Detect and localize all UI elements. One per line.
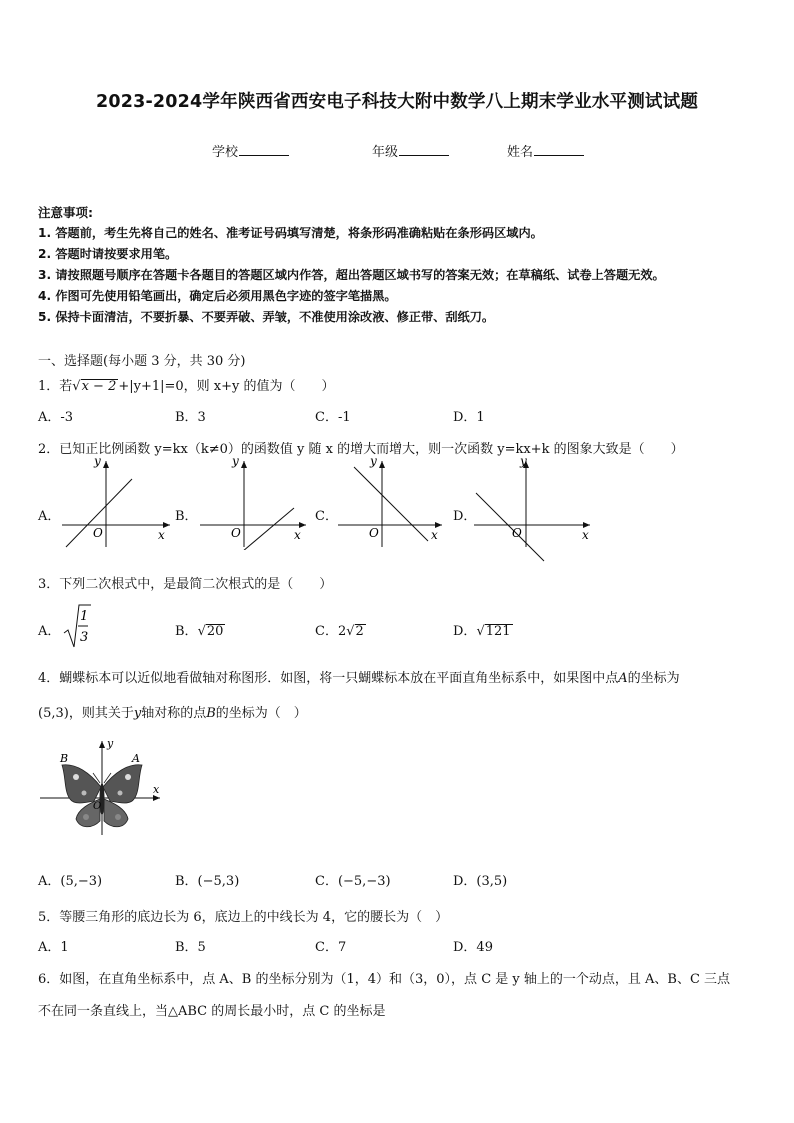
function-line [354,467,428,541]
grade-field[interactable] [372,141,449,160]
q1-option-b[interactable]: B．3 [175,410,206,425]
question-6-line-2: 不在同一条直线上，当△ABC 的周长最小时，点 C 的坐标是 [38,1004,386,1019]
notice-item: 3. 请按照题号顺序在答题卡各题目的答题区域内作答，超出答题区域书写的答案无效；在草稿纸、试卷上答题无效。 [38,268,665,282]
q4-coord: (5,3) [38,706,69,721]
q3-option-b[interactable] [175,620,225,639]
x-label: x [431,528,438,542]
x-label: x [153,783,160,796]
butterfly-figure [38,737,168,837]
function-line [476,493,544,561]
y-label: y [107,737,114,750]
origin-label: O [369,526,379,540]
origin-label: O [512,526,522,540]
name-field[interactable] [507,141,584,160]
q2-graph-a [60,455,175,550]
q1-option-c[interactable]: C．-1 [315,410,351,425]
fraction-numerator: 1 [80,609,89,624]
question-2: 2．已知正比例函数 y=kx（k≠0）的函数值 y 随 x 的增大而增大，则一次函数 y=kx+k 的图象大致是（ ） [38,442,684,457]
q4-text-1: 4．蝴蝶标本可以近似地看做轴对称图形．如图，将一只蝴蝶标本放在平面直角坐标系中，如果图中点 [38,671,619,686]
origin-label: O [93,526,103,540]
arrow-icon [103,461,109,468]
q3-option-d-letter: D． [453,624,477,639]
q5-option-b[interactable]: B．5 [175,940,206,955]
q4-option-c[interactable]: C．(−5,−3) [315,874,391,889]
point-b-label: B [60,752,69,765]
notice-item: 2. 答题时请按要求用笔。 [38,247,178,261]
q3-option-c[interactable] [315,620,366,639]
q3-option-a-expression [62,603,92,651]
arrow-icon [99,741,105,748]
x-label: x [582,528,589,542]
q1-prefix: 1．若 [38,379,73,394]
origin-label: O [93,801,102,812]
q4-var-y: y [133,706,142,721]
q4-option-d[interactable]: D．(3,5) [453,874,508,889]
q5-option-d[interactable]: D．49 [453,940,493,955]
arrow-icon [379,461,385,468]
q3-option-a[interactable]: A． [38,624,61,639]
q3-option-c-coef: 2 [337,624,347,639]
q3-option-b-letter: B． [175,624,198,639]
school-label: 学校 [212,145,239,160]
q2-option-c[interactable]: C． [315,509,338,524]
q3-option-b-radicand: 20 [206,624,224,639]
name-blank [534,143,584,156]
notice-heading: 注意事项: [38,205,93,220]
y-label: y [94,455,101,468]
question-6-line-1: 6．如图，在直角坐标系中，点 A、B 的坐标分别为（1，4）和（3，0），点 C 是 y 轴上的一个动点，且 A、B、C 三点 [38,972,731,987]
section-heading: 一、选择题(每小题 3 分，共 30 分) [38,354,246,369]
question-3: 3．下列二次根式中，是最简二次根式的是（ ） [38,577,333,592]
q2-option-a[interactable]: A． [38,509,61,524]
q5-option-c[interactable]: C．7 [315,940,347,955]
q2-option-d[interactable]: D． [453,509,477,524]
q4-var-a: A [618,671,628,686]
sqrt-icon: √ [476,624,485,639]
question-5: 5．等腰三角形的底边长为 6，底边上的中线长为 4，它的腰长为（ ） [38,910,449,925]
q2-graph-b [198,455,313,550]
school-field[interactable] [212,141,289,160]
name-label: 姓名 [507,145,534,160]
q4-text-3: ，则其关于 [68,706,134,721]
q1-option-a[interactable]: A．-3 [38,410,74,425]
q1-option-d[interactable]: D．1 [453,410,485,425]
fraction-denominator: 3 [80,630,89,645]
sqrt-icon: √ [346,624,355,639]
q4-text-2: 的坐标为 [627,671,680,686]
y-label: y [370,455,377,468]
y-label: y [520,455,527,468]
school-blank [239,143,289,156]
arrow-icon [241,461,247,468]
q4-var-b: B [206,706,216,721]
sqrt-icon: √ [197,624,206,639]
y-label: y [232,455,239,468]
q3-option-d-radicand: 121 [485,624,511,639]
q4-text-4: 轴对称的点 [141,706,207,721]
x-label: x [158,528,165,542]
origin-label: O [231,526,241,540]
notice-item: 5. 保持卡面清洁，不要折暴、不要弄破、弄皱，不准使用涂改液、修正带、刮纸刀。 [38,310,495,324]
question-4-line-1 [38,667,680,686]
question-1 [38,375,335,394]
q1-radicand: x − 2 [81,379,117,394]
q4-text-5: 的坐标为（ ） [215,706,307,721]
page-title: 2023-2024学年陕西省西安电子科技大附中数学八上期末学业水平测试试题 [95,92,699,112]
q3-option-c-letter: C． [315,624,338,639]
notice-item: 4. 作图可先使用铅笔画出，确定后必须用黑色字迹的签字笔描黑。 [38,289,397,303]
q2-graph-d [472,455,597,565]
notice-item: 1. 答题前，考生先将自己的姓名、准考证号码填写清楚，将条形码准确粘贴在条形码区域内。 [38,226,543,240]
q2-option-b[interactable]: B． [175,509,198,524]
q2-graph-c [336,455,451,550]
function-line [236,508,294,550]
point-a-label: A [132,752,140,765]
q4-option-b[interactable]: B．(−5,3) [175,874,240,889]
q3-option-d[interactable] [453,620,513,639]
q4-option-a[interactable]: A．(5,−3) [38,874,103,889]
x-label: x [294,528,301,542]
grade-blank [399,143,449,156]
q1-suffix: +|y+1|=0，则 x+y 的值为（ ） [118,379,335,394]
q5-option-a[interactable]: A．1 [38,940,69,955]
sqrt-icon: √ [72,379,81,394]
grade-label: 年级 [372,145,399,160]
question-4-line-2 [38,702,307,721]
q3-option-c-radicand: 2 [355,624,364,639]
